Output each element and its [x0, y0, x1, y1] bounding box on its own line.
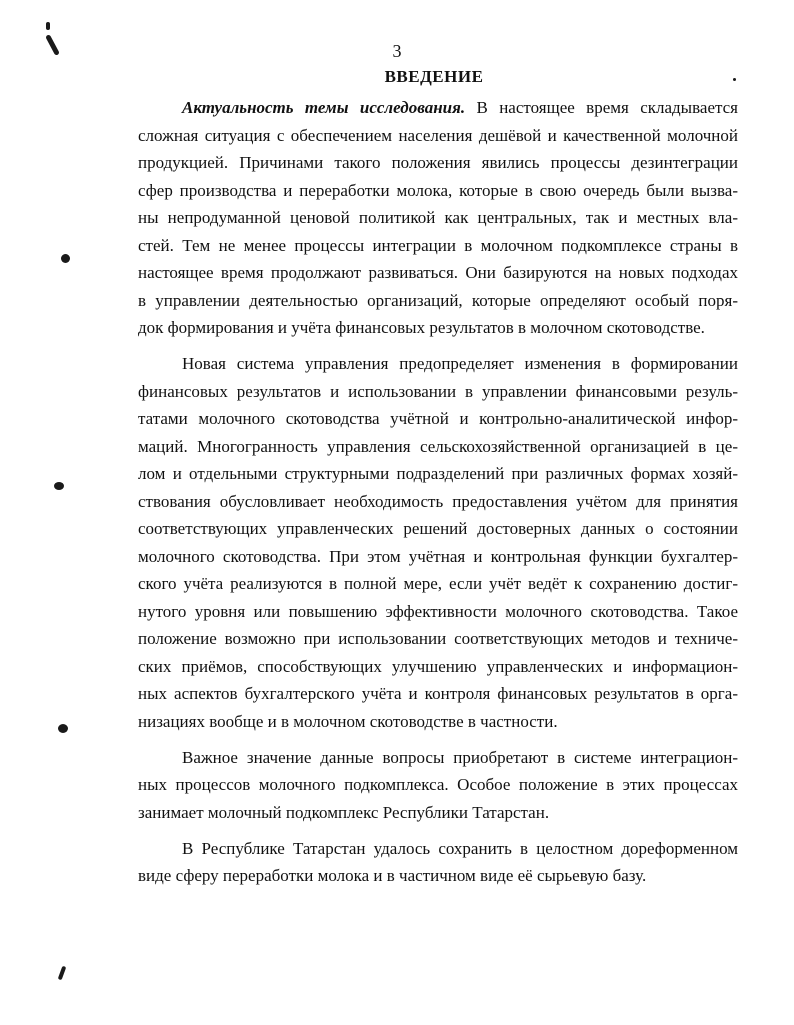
text-line: стей. Тем не менее процессы интеграции в молочном подкомплексе страны в: [138, 235, 738, 255]
text-line: В Республике Татарстан удалось сохранить в целостном дореформенном: [182, 838, 738, 858]
text-line: настоящее время продолжают развиваться. Они базируются на новых подходах: [138, 263, 738, 282]
text-line: ских приёмов, способствующих улучшению управленческих и информацион-: [138, 656, 738, 676]
text-line: Новая система управления предопределяет изменения в формировании: [182, 354, 738, 373]
text-line: виде сферу переработки молока и в частичном виде её сырьевую базу.: [138, 866, 647, 885]
body-text: [138, 94, 738, 890]
text-line: молочного скотоводства. При этом учётная и контрольная функции бухгалтер-: [138, 546, 738, 566]
paragraph: [138, 835, 738, 890]
section-lead: Актуальность темы исследования.: [182, 98, 466, 117]
text-line: финансовых результатов и использовании в управлении финансовыми резуль-: [138, 381, 738, 401]
scan-artifact-mark: [58, 724, 68, 733]
page-number: 3: [392, 41, 402, 61]
text-line: ны непродуманной ценовой политикой как центральных, так и местных вла-: [138, 208, 738, 227]
text-line: низациях вообще и в молочном скотоводстве в частности.: [138, 711, 558, 731]
text-line: ского учёта реализуются в полной мере, если учёт ведёт к сохранению достиг-: [138, 574, 738, 593]
paragraph: [138, 744, 738, 827]
text-line: занимает молочный подкомплекс Республики Татарстан.: [138, 802, 550, 822]
scan-artifact-mark: [46, 22, 50, 30]
text-line: сфер производства и переработки молока, которые в свою очередь были вызва-: [138, 180, 738, 200]
text-line: Важное значение данные вопросы приобретают в системе интеграцион-: [182, 747, 738, 767]
text-line: ных аспектов бухгалтерского учёта и контроля финансовых результатов в орга-: [138, 684, 738, 703]
text-line: маций. Многогранность управления сельскохозяйственной организацией в це-: [138, 436, 738, 456]
paragraph: [138, 350, 738, 735]
scan-artifact-mark: [54, 482, 64, 490]
scan-artifact-mark: [61, 254, 70, 263]
text-line: соответствующих управленческих решений достоверных данных о состоянии: [138, 519, 738, 538]
text-line: положение возможно при использовании соответствующих методов и техниче-: [138, 629, 738, 648]
paragraph: [138, 94, 738, 342]
text-line: док формирования и учёта финансовых результатов в молочном скотоводстве.: [138, 318, 705, 337]
text-line: [138, 94, 738, 122]
text-line: лом и отдельными структурными подразделений при различных формах хозяй-: [138, 464, 738, 483]
page-title: ВВЕДЕНИЕ: [384, 67, 484, 86]
text-line: сложная ситуация с обеспечением населения дешёвой и качественной молочной: [138, 125, 738, 145]
text-line: продукцией. Причинами такого положения явились процессы дезинтеграции: [138, 153, 738, 172]
text-line: ных процессов молочного подкомплекса. Особое положение в этих процессах: [138, 775, 738, 794]
text-line: татами молочного скотоводства учётной и контрольно-аналитической инфор-: [138, 409, 738, 428]
text-line: в управлении деятельностью организаций, которые определяют особый поря-: [138, 290, 738, 310]
text-line: нутого уровня или повышению эффективности молочного скотоводства. Такое: [138, 601, 738, 621]
text-line: ствования обусловливает необходимость предоставления учётом для принятия: [138, 491, 738, 511]
scan-artifact-mark: [58, 966, 67, 981]
text-line-rest: В настоящее время складывается: [465, 98, 739, 117]
